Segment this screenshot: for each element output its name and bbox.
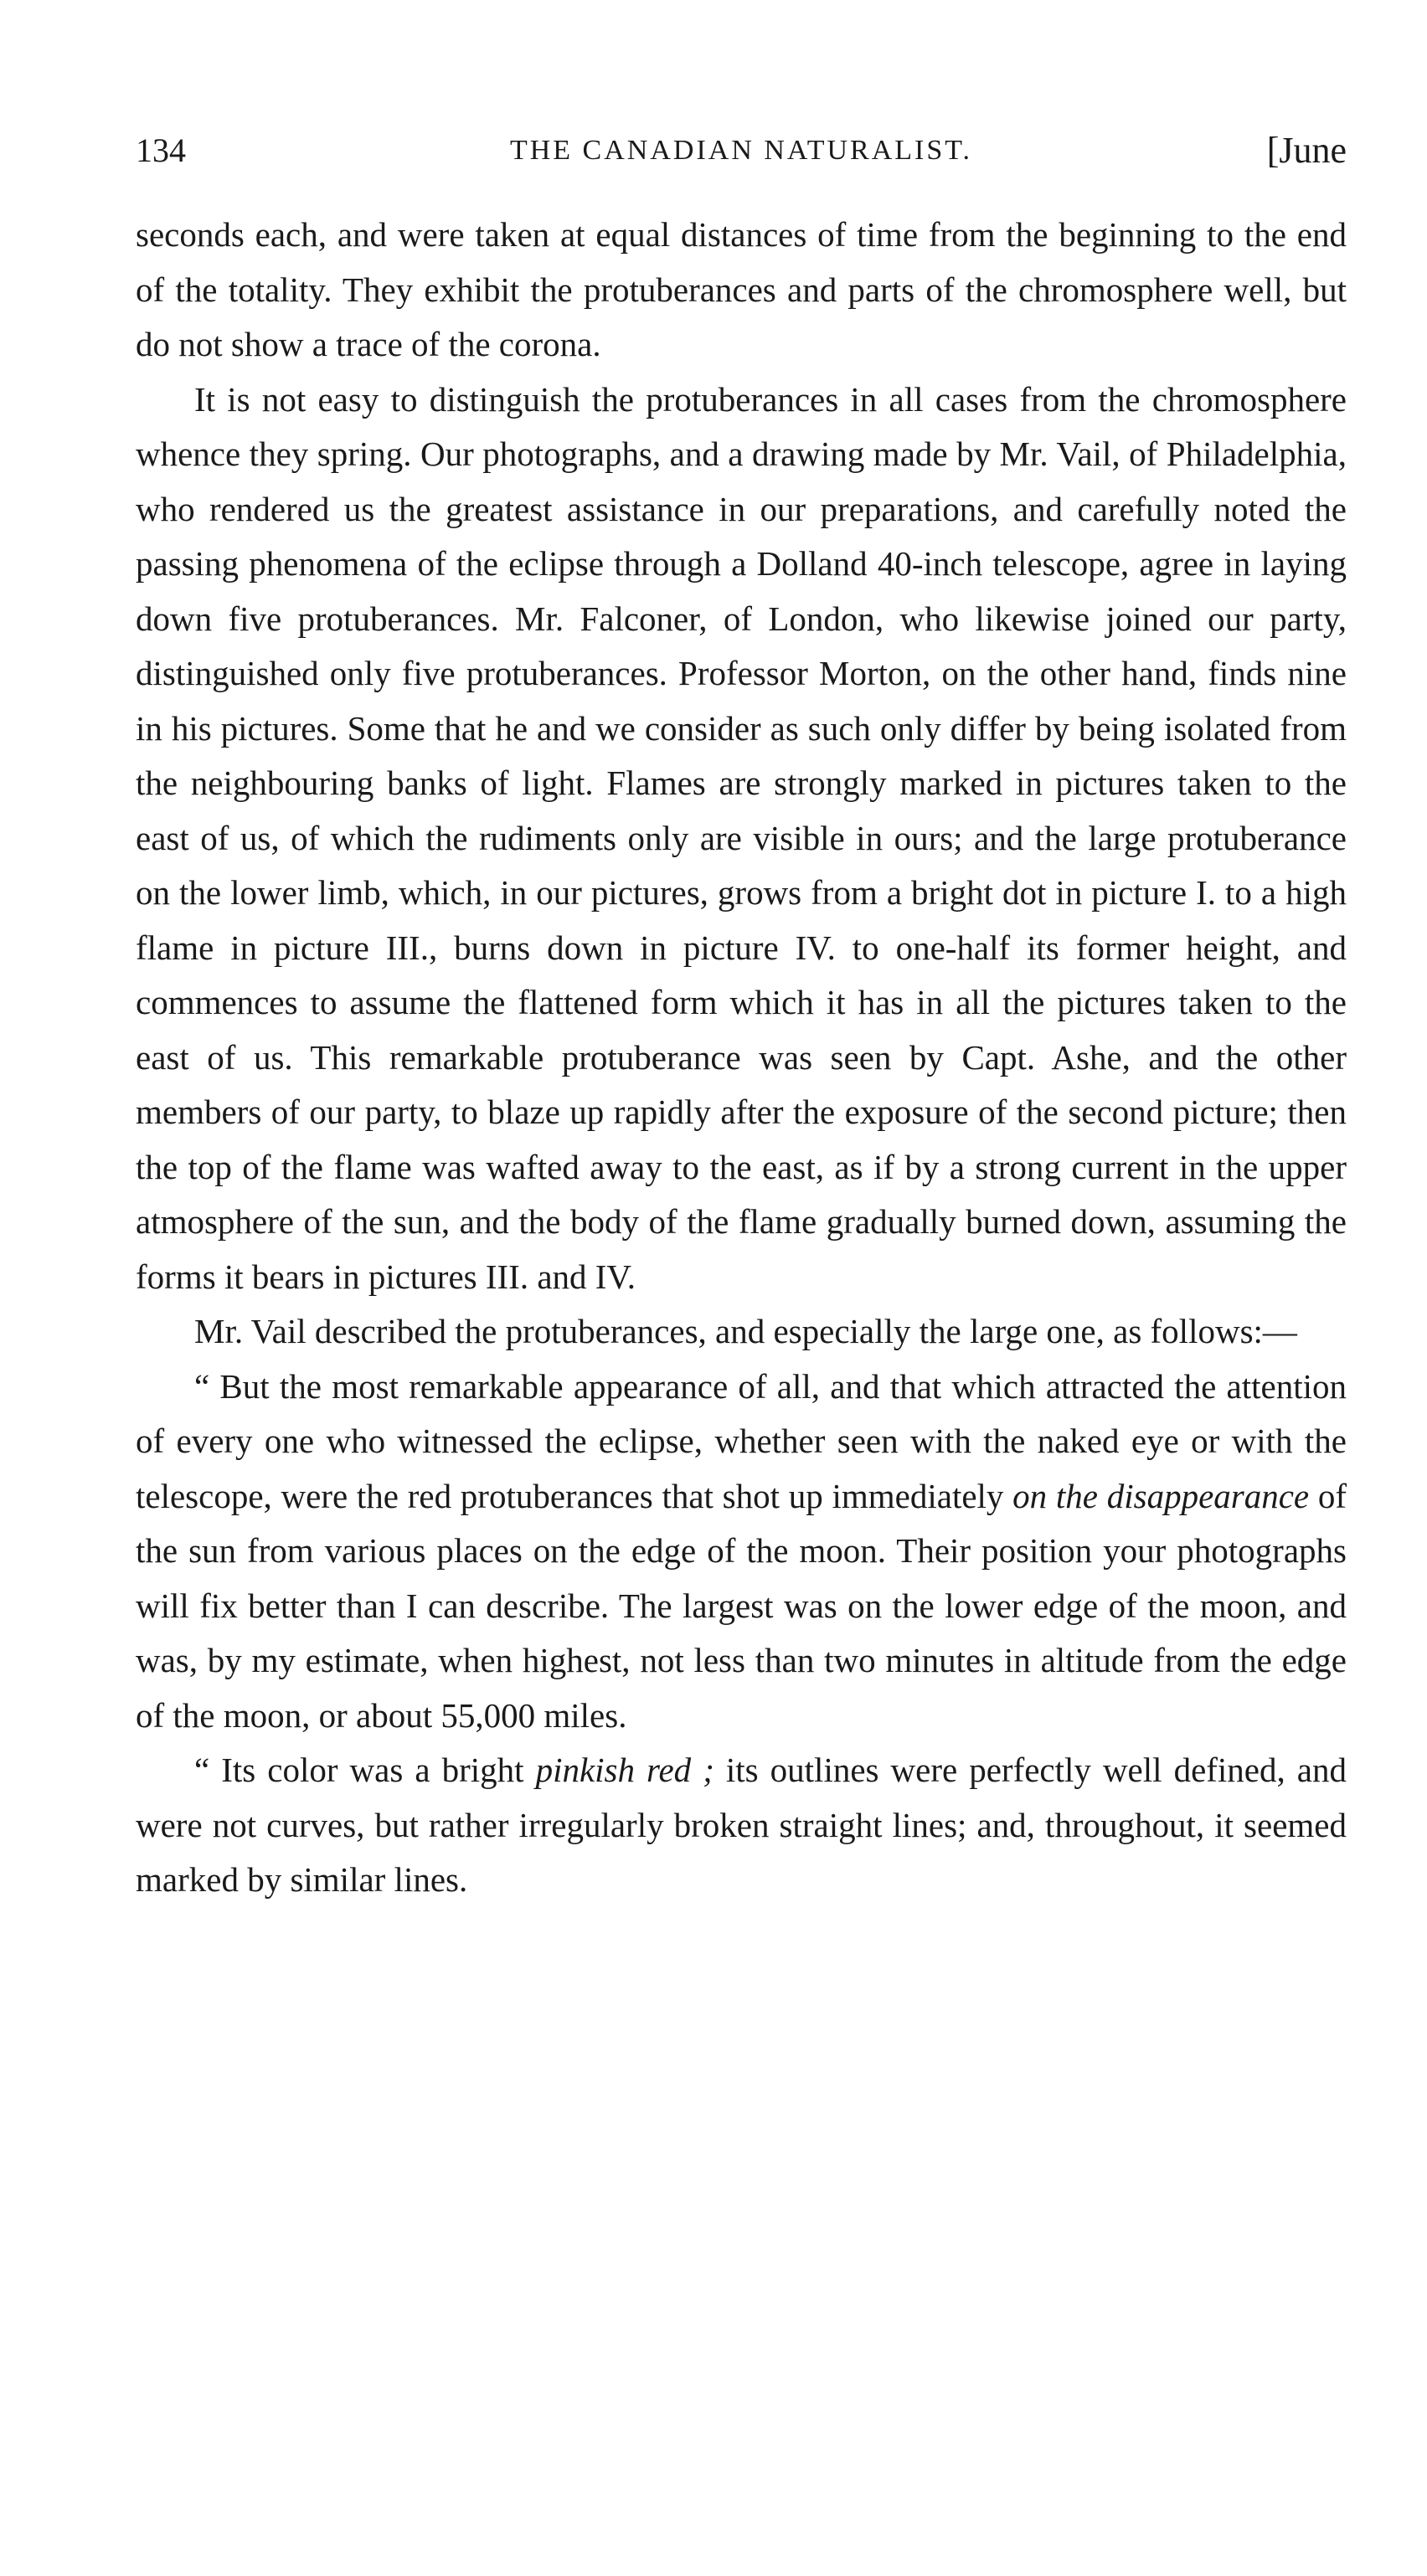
body-text: [136, 208, 1347, 1908]
paragraph-continuation: [136, 208, 1347, 373]
document-page: [136, 126, 1347, 1908]
running-month: [June: [1266, 130, 1347, 171]
paragraph-text: “ But the most remarkable appearance of all, and that which attracted the attention of every one who witnessed the eclipse, whether seen with the naked eye or with the telescope, were the red protuberances that shot up immediately: [136, 1366, 1347, 1515]
paragraph-text: of the sun from various places on the edge of the moon. Their position your photographs will fix better than I can describe. The largest was on the lower edge of the moon, and was, by my estimate, when highest, not less than two minutes in altitude from the edge of the moon, or about 55,000 miles.: [136, 1476, 1347, 1735]
paragraph-protuberances: [136, 373, 1347, 1305]
paragraph-text: seconds each, and were taken at equal distances of time from the beginning to the end of the totality. They exhibit the protuberances and parts of the chromosphere well, but do not show a trace of the corona.: [136, 215, 1347, 363]
paragraph-vail-intro: [136, 1304, 1347, 1360]
running-header: [136, 126, 1347, 176]
paragraph-quote-2: [136, 1743, 1347, 1908]
paragraph-text: “ Its color was a bright: [194, 1751, 536, 1789]
emphasis-text: pinkish red ;: [535, 1751, 714, 1789]
paragraph-quote-1: [136, 1360, 1347, 1744]
paragraph-text: its outlines were perfectly well defined, and were not curves, but rather irregularly broken straight lines; and, throughout, it seemed marked by similar lines.: [136, 1751, 1347, 1899]
paragraph-text: It is not easy to distinguish the protuberances in all cases from the chromosphere whence they spring. Our photographs, and a drawing made by Mr. Vail, of Philadelphia, who rendered us the greatest assistance in our preparations, and carefully noted the passing phenomena of the eclipse through a Dolland 40-inch telescope, agree in laying down five protuberances. Mr. Falconer, of London, who likewise joined our party, distinguished only five protuberances. Professor Morton, on the other hand, finds nine in his pictures. Some that he and we consider as such only differ by being isolated from the neighbouring banks of light. Flames are strongly marked in pictures taken to the east of us, of which the rudiments only are visible in ours; and the large protuberance on the lower limb, which, in our pictures, grows from a bright dot in picture I. to a high flame in picture III., burns down in picture IV. to one-half its former height, and commences to assume the flattened form which it has in all the pictures taken to the east of us. This remarkable protuberance was seen by Capt. Ashe, and the other members of our party, to blaze up rapidly after the exposure of the second picture; then the top of the flame was wafted away to the east, as if by a strong current in the upper atmosphere of the sun, and the body of the flame gradually burned down, assuming the forms it bears in pictures III. and IV.: [136, 379, 1347, 1296]
paragraph-text: Mr. Vail described the protuberances, and especially the large one, as follows:—: [194, 1312, 1297, 1350]
page-number: 134: [136, 131, 186, 169]
emphasis-text: on the disappearance: [1012, 1476, 1310, 1515]
journal-title: THE CANADIAN NATURALIST.: [509, 135, 973, 166]
